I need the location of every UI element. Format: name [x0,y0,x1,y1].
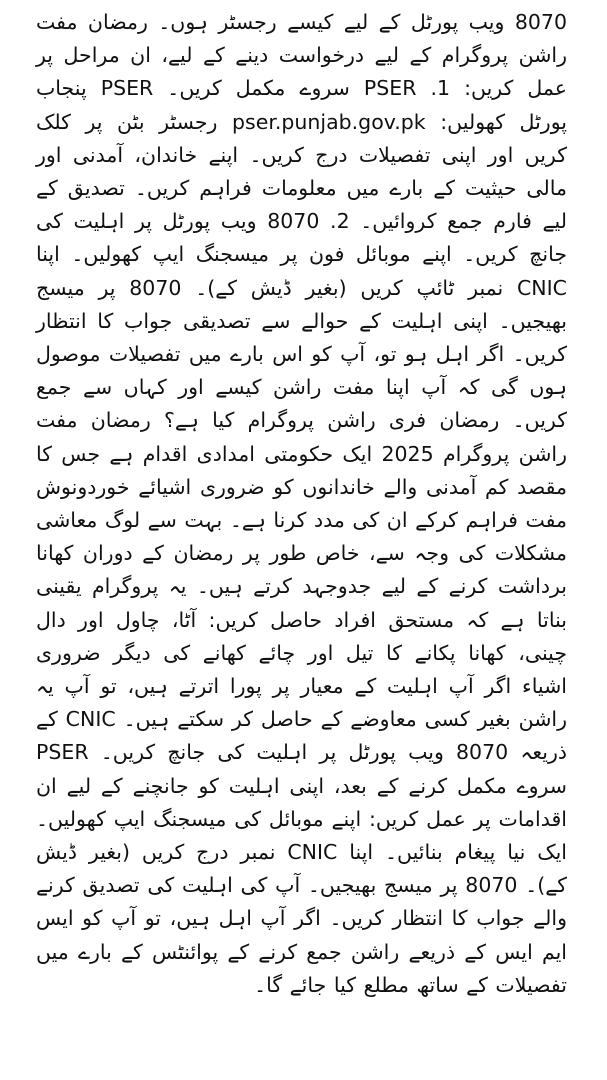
article-body-text: 8070 ویب پورٹل کے لیے کیسے رجسٹر ہوں۔ رمضان مفت راشن پروگرام کے لیے درخواست دینے کے لیے، ان مراحل پر عمل کریں: PSER .1 سروے مکمل کریں۔ PSER پنجاب پورٹل کھولیں: pser.punjab.gov.pk رجسٹر بٹن پر کلک کریں اور اپنی تفصیلات درج کریں۔ اپنے خاندان، آمدنی اور مالی حیثیت کے بارے میں معلومات فراہم کریں۔ تصدیق کے لیے فارم جمع کروائیں۔ 2. 8070 ویب پورٹل پر اہلیت کی جانچ کریں۔ اپنے موبائل فون پر میسجنگ ایپ کھولیں۔ اپنا CNIC نمبر ٹائپ کریں (بغیر ڈیش کے)۔ 8070 پر میسج بھیجیں۔ اپنی اہلیت کے حوالے سے تصدیقی جواب کا انتظار کریں۔ اگر اہل ہو تو، آپ کو اس بارے میں تفصیلات موصول ہوں گی کہ آپ اپنا مفت راشن کیسے اور کہاں سے جمع کریں۔ رمضان فری راشن پروگرام کیا ہے؟ رمضان مفت راشن پروگرام 2025 ایک حکومتی امدادی اقدام ہے جس کا مقصد کم آمدنی والے خاندانوں کو ضروری اشیائے خوردونوش مفت فراہم کرکے ان کی مدد کرنا ہے۔ بہت سے لوگ معاشی مشکلات کی وجہ سے، خاص طور پر رمضان کے دوران کھانا برداشت کرنے کے لیے جدوجہد کرتے ہیں۔ یہ پروگرام یقینی بناتا ہے کہ مستحق افراد حاصل کریں: آٹا، چاول اور دال چینی، کھانا پکانے کا تیل اور چائے کھانے کی دیگر ضروری اشیاء اگر آپ اہلیت کے معیار پر پورا اترتے ہیں، تو آپ یہ راشن بغیر کسی معاوضے کے حاصل کر سکتے ہیں۔ CNIC کے ذریعہ 8070 ویب پورٹل پر اہلیت کی جانچ کریں۔ PSER سروے مکمل کرنے کے بعد، اپنی اہلیت کو جانچنے کے لیے ان اقدامات پر عمل کریں: اپنے موبائل کی میسجنگ ایپ کھولیں۔ ایک نیا پیغام بنائیں۔ اپنا CNIC نمبر درج کریں (بغیر ڈیش کے)۔ 8070 پر میسج بھیجیں۔ آپ کی اہلیت کی تصدیق کرنے والے جواب کا انتظار کریں۔ اگر آپ اہل ہیں، تو آپ کو ایس ایم ایس کے ذریعے راشن جمع کرنے کے پوائنٹس کے بارے میں تفصیلات کے ساتھ مطلع کیا جائے گا۔ [36,10,567,997]
